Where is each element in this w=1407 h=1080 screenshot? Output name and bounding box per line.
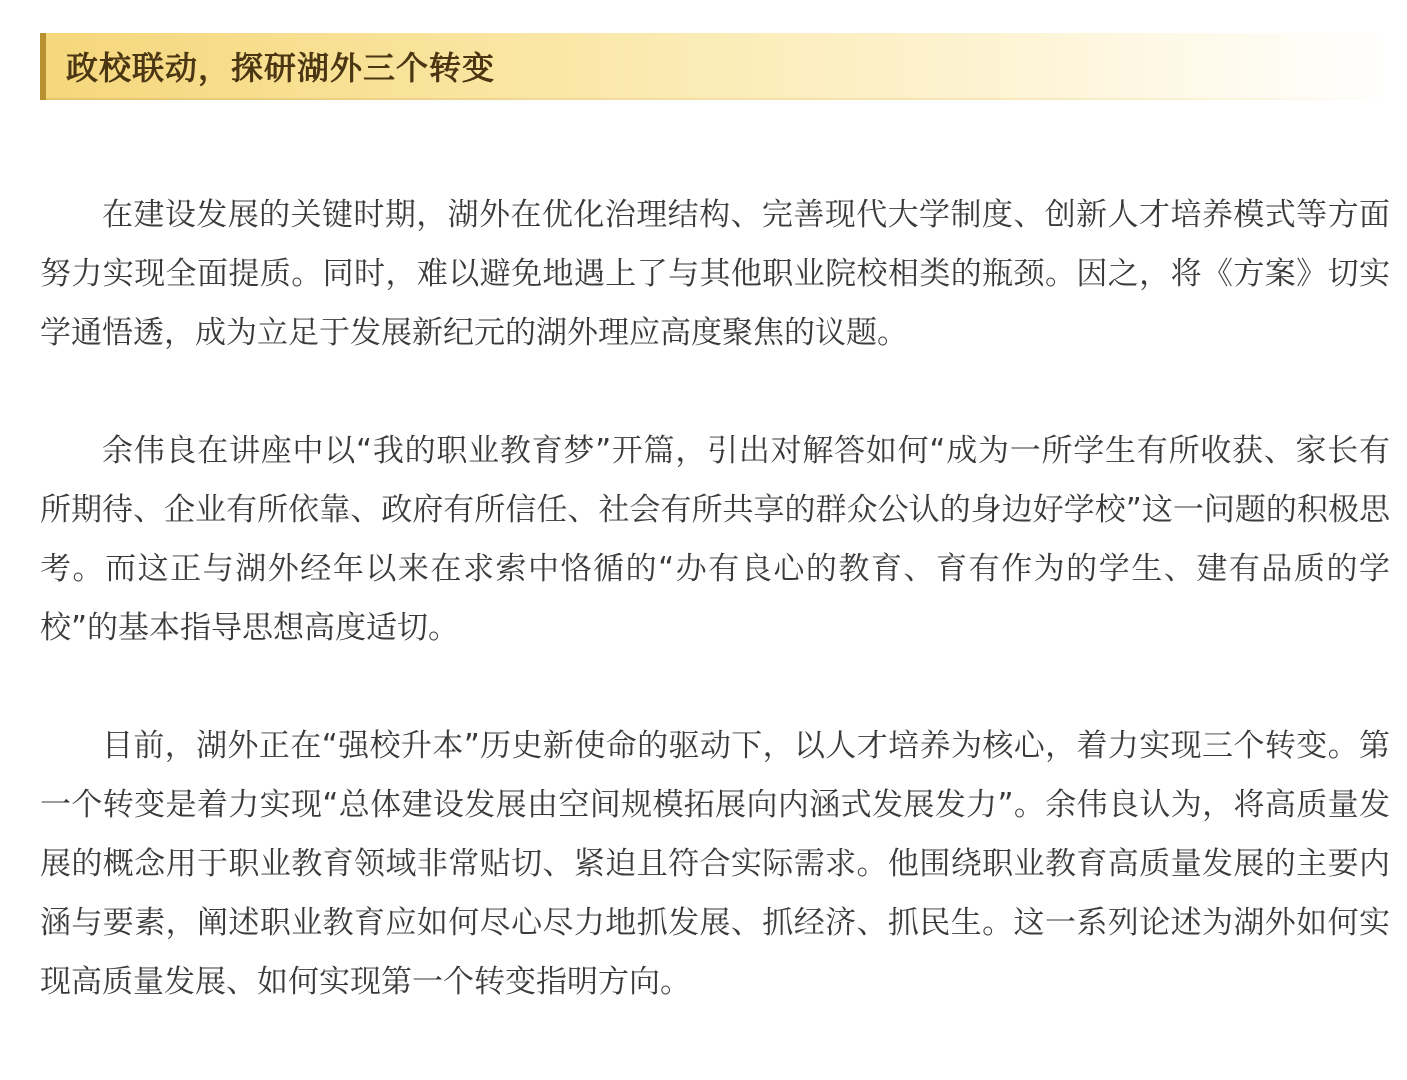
paragraph-3: 目前，湖外正在“强校升本”历史新使命的驱动下，以人才培养为核心，着力实现三个转变。第一个转变是着力实现“总体建设发展由空间规模拓展向内涵式发展发力”。余伟良认为，将高质量发展的概念用于职业教育领域非常贴切、紧迫且符合实际需求。他围绕职业教育高质量发展的主要内涵与要素，阐述职业教育应如何尽心尽力地抓发展、抓经济、抓民生。这一系列论述为湖外如何实现高质量发展、如何实现第一个转变指明方向。 <box>40 728 1390 1000</box>
paragraph-1: 在建设发展的关键时期，湖外在优化治理结构、完善现代大学制度、创新人才培养模式等方面努力实现全面提质。同时，难以避免地遇上了与其他职业院校相类的瓶颈。因之，将《方案》切实学通悟透，成为立足于发展新纪元的湖外理应高度聚焦的议题。 <box>40 197 1390 351</box>
article <box>40 33 1390 1012</box>
paragraph-2: 余伟良在讲座中以“我的职业教育梦”开篇，引出对解答如何“成为一所学生有所收获、家长有所期待、企业有所依靠、政府有所信任、社会有所共享的群众公认的身边好学校”这一问题的积极思考。而这正与湖外经年以来在求索中恪循的“办有良心的教育、育有作为的学生、建有品质的学校”的基本指导思想高度适切。 <box>40 433 1390 646</box>
section-header <box>40 33 1390 100</box>
section-title: 政校联动，探研湖外三个转变 <box>66 49 496 87</box>
